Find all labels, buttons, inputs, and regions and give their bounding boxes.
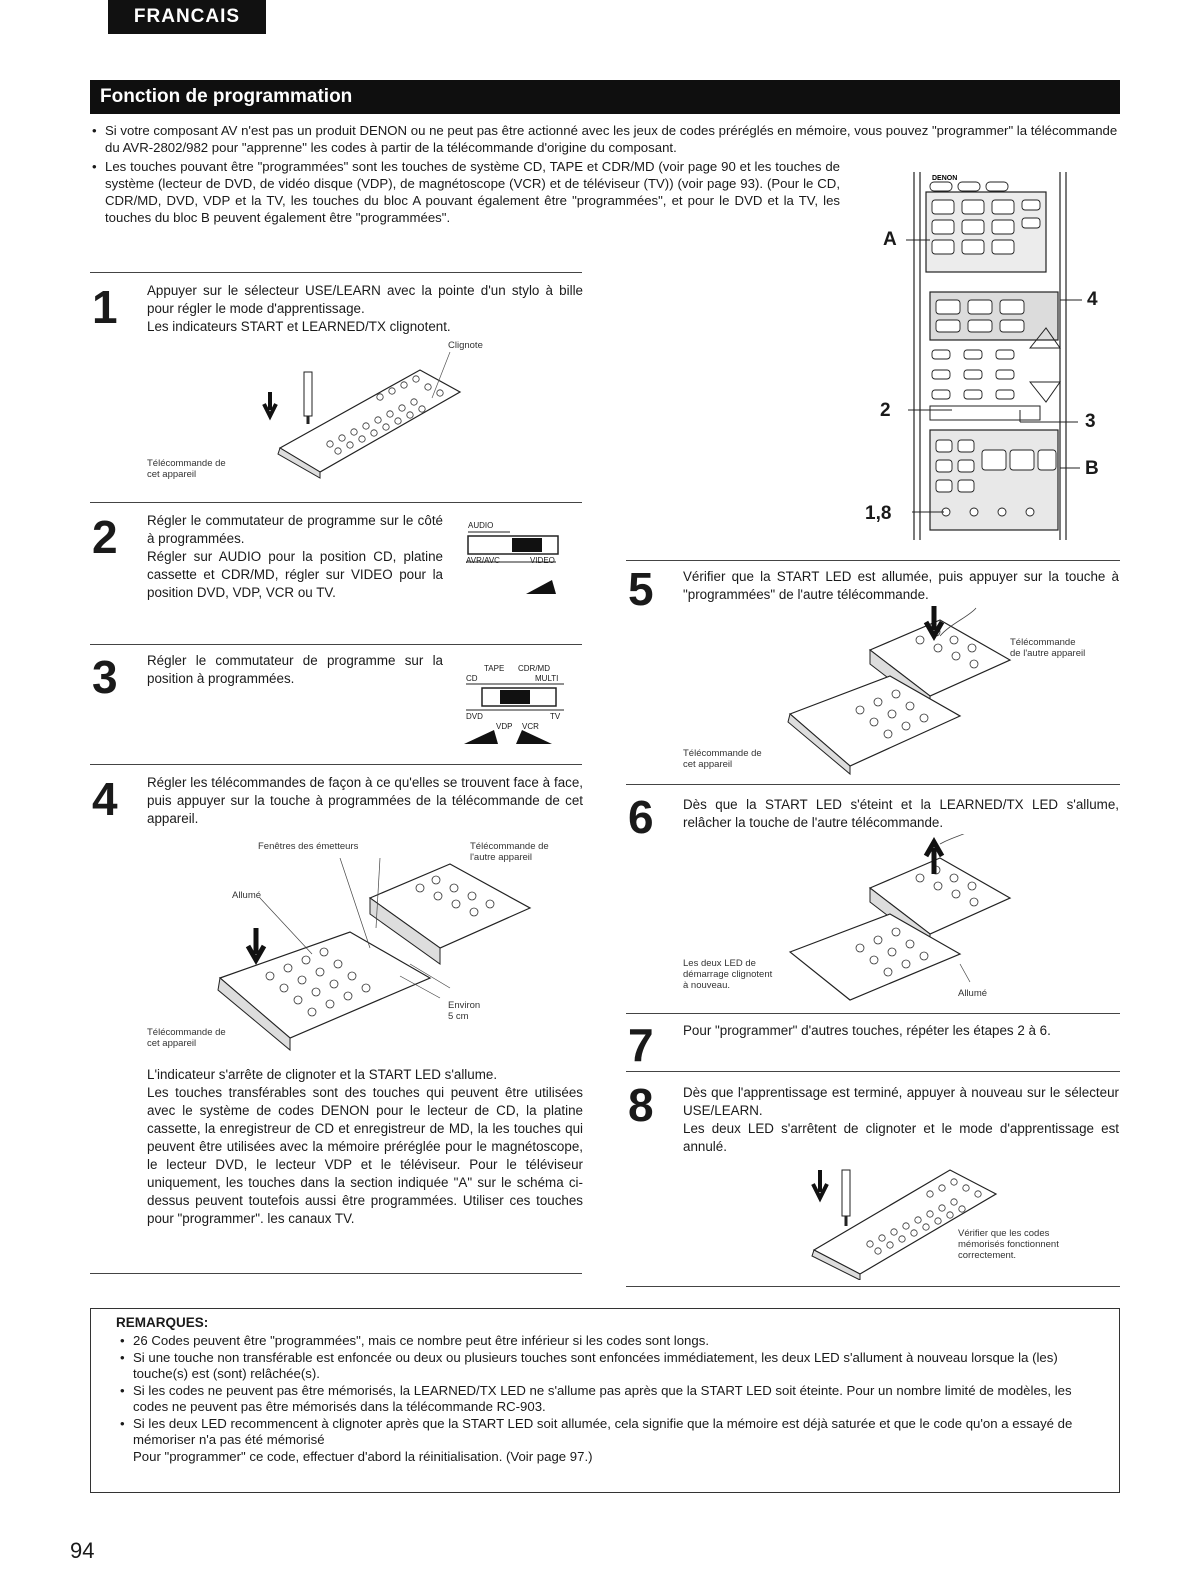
- step-3-label-tape: TAPE: [484, 664, 505, 673]
- intro-bullet-1-list: [90, 122, 1120, 156]
- step-8-number: 8: [628, 1079, 654, 1131]
- step-3-label-multi: MULTI: [535, 674, 559, 683]
- step-4-label-other: Télécommande de l'autre appareil: [470, 841, 549, 863]
- remark-item: • 26 Codes peuvent être "programmées", mais ce nombre peut être inférieur si les codes sont longs.: [119, 1333, 1107, 1350]
- intro-bullet-2-list: [90, 158, 840, 226]
- step-4-label-remote: Télécommande de cet appareil: [147, 1027, 226, 1049]
- step-8-text: Dès que l'apprentissage est terminé, appuyer à nouveau sur le sélecteur USE/LEARN. Les deux LED s'arrêtent de clignoter et le mode d'apprentissage est annulé.: [683, 1085, 1119, 1154]
- step-6-number: 6: [628, 791, 654, 843]
- step-7-number: 7: [628, 1019, 654, 1071]
- divider: [90, 502, 582, 503]
- step-2-number: 2: [92, 511, 118, 563]
- intro-bullet-2: • Les touches pouvant être "programmées" sont les touches de système CD, TAPE et CDR/MD (voir page 90 et les touches de système (lecteur de DVD, de vidéo disque (VDP), de magnétoscope (VCR) et de téléviseur (TV)) (voir page 93). (Pour le CD, CDR/MD, DVD, VDP et la TV, les touches du bloc A pouvant également être "programmées", et pour le DVD et la TV, les touches du bloc B peuvent également être "programmées".: [90, 158, 840, 226]
- step-5-text: Vérifier que la START LED est allumée, puis appuyer sur la touche à "programmées" de l'autre télécommande.: [683, 569, 1119, 602]
- step-1-illustration: [260, 352, 470, 482]
- divider: [90, 764, 582, 765]
- remark-item: • Si les deux LED recommencent à clignoter après que la START LED soit allumée, cela signifie que la mémoire est déjà saturée et que le code qu'on a essayé de mémoriser n'a pas été mémorisé: [119, 1416, 1107, 1449]
- divider: [626, 1071, 1120, 1072]
- step-4-label-windows: Fenêtres des émetteurs: [258, 841, 359, 852]
- step-3-label-vdp: VDP: [496, 722, 513, 731]
- step-6-text: Dès que la START LED s'éteint et la LEARNED/TX LED s'allume, relâcher la touche de l'autre télécommande.: [683, 797, 1119, 830]
- callout-2: 2: [880, 400, 891, 421]
- step-4-label-lit: Allumé: [232, 890, 262, 901]
- step-2-label-avr: AVR/AVC: [466, 556, 500, 565]
- step-3-label-cdrmd: CDR/MD: [518, 664, 550, 673]
- remarks-title: REMARQUES:: [116, 1315, 209, 1330]
- step-5-number: 5: [628, 563, 654, 615]
- intro-bullet-1: • Si votre composant AV n'est pas un produit DENON ou ne peut pas être actionné avec les jeux de codes préréglés en mémoire, vous pouvez "programmer" la télécommande du AVR-2802/982 pour "apprenne" les codes à partir de la télécommande d'origine du composant.: [90, 122, 1120, 156]
- step-1-label-remote: Télécommande de cet appareil: [147, 458, 226, 480]
- remarks-list: [119, 1333, 1107, 1449]
- remote-control-diagram: [870, 160, 1120, 550]
- callout-4: 4: [1087, 289, 1098, 310]
- step-4-text: Régler les télécommandes de façon à ce qu'elles se trouvent face à face, puis appuyer sur la touche à programmées de la télécommande de cet appareil.: [147, 775, 583, 826]
- step-4-illustration: [200, 858, 540, 1058]
- callout-1-8: 1,8: [865, 503, 892, 524]
- callout-b: B: [1085, 458, 1099, 479]
- step-5-label-other: Télécommande de l'autre appareil: [1010, 637, 1086, 659]
- step-3-label-dvd: DVD: [466, 712, 483, 721]
- step-6-illustration: [780, 834, 1020, 1004]
- page-number: 94: [70, 1538, 95, 1563]
- divider: [90, 644, 582, 645]
- step-3-number: 3: [92, 651, 118, 703]
- divider: [626, 1286, 1120, 1287]
- step-2-label-audio: AUDIO: [468, 521, 494, 530]
- step-4-after-text: L'indicateur s'arrête de clignoter et la START LED s'allume. Les touches transférables sont des touches qui peuvent être utilisées avec le système de codes DENON pour le lecteur de CD, la platine cassette, la enregistreur de CD et enregistreur de MD, la les touches qui peuvent être utilisées avec la mémoire préréglée pour le magnétoscope, le lecteur DVD, le lecteur VDP et le téléviseur. Pour le téléviseur uniquement, les touches dans la section indiquée "A" sur le schéma ci-dessus peuvent toutefois aussi être programmées. Utiliser ces touches pour "programmer". les canaux TV.: [147, 1067, 583, 1226]
- remark-continuation: Pour "programmer" ce code, effectuer d'abord la réinitialisation. (Voir page 97.): [133, 1448, 593, 1464]
- remote-brand: DENON: [932, 175, 958, 182]
- remarks-box: [90, 1308, 1120, 1493]
- step-6-label-lit: Allumé: [958, 988, 988, 999]
- step-8-label-check: Vérifier que les codes mémorisés fonctionnent correctement.: [958, 1228, 1059, 1261]
- step-4-label-distance: Environ 5 cm: [448, 1000, 481, 1022]
- divider: [626, 1013, 1120, 1014]
- step-3-label-vcr: VCR: [522, 722, 539, 731]
- callout-a: A: [883, 229, 897, 250]
- step-7-text: Pour "programmer" d'autres touches, répéter les étapes 2 à 6.: [683, 1023, 1051, 1038]
- step-1-text: Appuyer sur le sélecteur USE/LEARN avec la pointe d'un stylo à bille pour régler le mode d'apprentissage. Les indicateurs START et LEARNED/TX clignotent.: [147, 283, 583, 334]
- language-tab: FRANCAIS: [108, 0, 266, 34]
- callout-3: 3: [1085, 411, 1096, 432]
- step-6-label-leds: Les deux LED de démarrage clignotent à nouveau.: [683, 958, 773, 991]
- step-3-text: Régler le commutateur de programme sur la position à programmées.: [147, 653, 443, 686]
- step-5-illustration: [780, 606, 1020, 776]
- section-title: Fonction de programmation: [90, 80, 1120, 114]
- step-3-label-cd: CD: [466, 674, 478, 683]
- step-1-label-blink: Clignote: [448, 340, 483, 351]
- step-2-text: Régler le commutateur de programme sur le côté à programmées. Régler sur AUDIO pour la position CD, platine cassette et CDR/MD, régler sur VIDEO pour la position DVD, VDP, VCR ou TV.: [147, 513, 443, 600]
- divider: [90, 1273, 582, 1274]
- divider: [626, 560, 1120, 561]
- divider: [626, 784, 1120, 785]
- step-4-number: 4: [92, 773, 118, 825]
- divider: [90, 272, 582, 273]
- remark-item: • Si une touche non transférable est enfoncée ou deux ou plusieurs touches sont enfoncées immédiatement, les deux LED s'allument à nouveau lorsque la (les) touche(s) est (sont) relâchée(s).: [119, 1350, 1107, 1383]
- step-3-label-tv: TV: [550, 712, 561, 721]
- remark-item: • Si les codes ne peuvent pas être mémorisés, la LEARNED/TX LED ne s'allume pas après que la START LED soit éteinte. Pour un nombre limité de modèles, les codes ne peuvent pas être mémorisés dans la télécommande RC-903.: [119, 1383, 1107, 1416]
- step-5-label-remote: Télécommande de cet appareil: [683, 748, 762, 770]
- step-2-label-video: VIDEO: [530, 556, 555, 565]
- step-1-number: 1: [92, 281, 118, 333]
